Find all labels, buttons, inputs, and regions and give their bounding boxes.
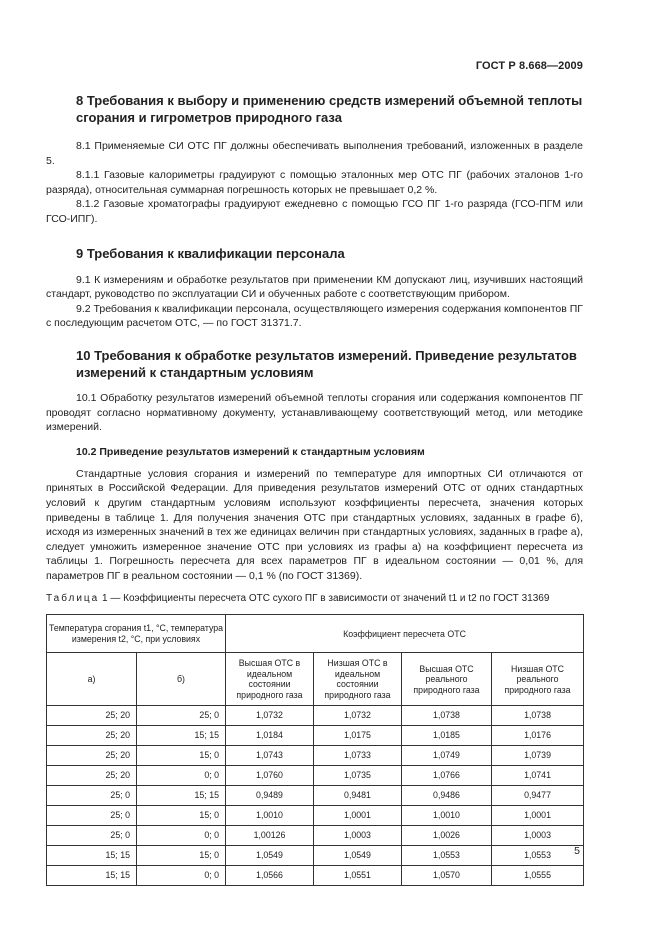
table-row bbox=[47, 706, 584, 726]
table-cell: 25; 20 bbox=[47, 726, 137, 746]
table-cell: 1,0739 bbox=[492, 746, 584, 766]
table-cell: 1,0735 bbox=[314, 766, 402, 786]
table-cell: 1,0738 bbox=[402, 706, 492, 726]
table-caption bbox=[46, 592, 583, 606]
table-cell: 1,0184 bbox=[226, 726, 314, 746]
table-cell: 1,0738 bbox=[492, 706, 584, 726]
table-cell: 1,0732 bbox=[226, 706, 314, 726]
table-row bbox=[47, 766, 584, 786]
table-cell: 25; 0 bbox=[47, 826, 137, 846]
table-cell: 1,0010 bbox=[402, 806, 492, 826]
paragraph-8-1-2: 8.1.2 Газовые хроматографы градуируют ежедневно с помощью ГСО ПГ 1-го разряда (ГСО-ПГМ или ГСО-ИПГ). bbox=[46, 198, 583, 225]
table-cell: 25; 20 bbox=[47, 746, 137, 766]
table-cell: 1,0743 bbox=[226, 746, 314, 766]
table-cell: 0,9486 bbox=[402, 786, 492, 806]
table-cell: 1,0001 bbox=[492, 806, 584, 826]
table-cell: 1,0553 bbox=[492, 846, 584, 866]
table-cell: 15; 15 bbox=[137, 726, 226, 746]
table-row bbox=[47, 786, 584, 806]
table-cell: 25; 20 bbox=[47, 706, 137, 726]
table-cell: 1,0551 bbox=[314, 866, 402, 886]
table-cell: 0; 0 bbox=[137, 866, 226, 886]
table-cell: 1,0733 bbox=[314, 746, 402, 766]
table-cell: 1,0760 bbox=[226, 766, 314, 786]
table-cell: 0,9481 bbox=[314, 786, 402, 806]
section-9-heading: 9 Требования к квалификации персонала bbox=[76, 245, 345, 261]
table-column-header: б) bbox=[137, 653, 226, 706]
table-column-header: Низшая ОТС реального природного газа bbox=[492, 653, 584, 706]
conversion-table bbox=[46, 614, 584, 886]
table-cell: 1,00126 bbox=[226, 826, 314, 846]
table-row bbox=[47, 746, 584, 766]
paragraph-8-1-1: 8.1.1 Газовые калориметры градуируют с помощью эталонных мер ОТС ПГ (рабочих эталонов 1-го разряда), относительная суммарная погрешность которых не превышает 0,2 %. bbox=[46, 169, 583, 196]
table-group-header-coefficient: Коэффициент пересчета ОТС bbox=[226, 615, 584, 653]
table-cell: 15; 0 bbox=[137, 846, 226, 866]
table-cell: 1,0570 bbox=[402, 866, 492, 886]
table-column-header: Высшая ОТС реального природного газа bbox=[402, 653, 492, 706]
table-cell: 1,0176 bbox=[492, 726, 584, 746]
table-cell: 0; 0 bbox=[137, 826, 226, 846]
table-cell: 1,0566 bbox=[226, 866, 314, 886]
table-cell: 1,0553 bbox=[402, 846, 492, 866]
table-cell: 1,0555 bbox=[492, 866, 584, 886]
table-group-header-conditions: Температура сгорания t1, °C, температура измерения t2, °C, при условиях bbox=[47, 615, 226, 653]
table-row bbox=[47, 846, 584, 866]
table-cell: 1,0175 bbox=[314, 726, 402, 746]
table-column-header: Низшая ОТС в идеальном состоянии природного газа bbox=[314, 653, 402, 706]
table-caption-label: Таблица bbox=[46, 593, 100, 605]
table-row bbox=[47, 806, 584, 826]
paragraph-9-1: 9.1 К измерениям и обработке результатов при применении КМ допускают лиц, изучивших настоящий стандарт, руководство по эксплуатации СИ и обученных работе с соответствующим прибором. bbox=[46, 273, 583, 301]
table-cell: 1,0549 bbox=[314, 846, 402, 866]
table-cell: 1,0185 bbox=[402, 726, 492, 746]
table-row bbox=[47, 826, 584, 846]
table-cell: 15; 15 bbox=[137, 786, 226, 806]
table-cell: 1,0003 bbox=[314, 826, 402, 846]
table-cell: 1,0732 bbox=[314, 706, 402, 726]
table-cell: 0,9489 bbox=[226, 786, 314, 806]
table-cell: 1,0026 bbox=[402, 826, 492, 846]
page-content bbox=[46, 92, 583, 886]
table-cell: 25; 20 bbox=[47, 766, 137, 786]
table-cell: 1,0001 bbox=[314, 806, 402, 826]
table-cell: 1,0741 bbox=[492, 766, 584, 786]
paragraph-10-1: 10.1 Обработку результатов измерений объемной теплоты сгорания или содержания компонентов ПГ проводят согласно нормативному документу, устанавливающему соответствующий метод, или методике измерений. bbox=[46, 391, 583, 434]
page-number: 5 bbox=[574, 845, 580, 857]
table-cell: 1,0766 bbox=[402, 766, 492, 786]
table-cell: 25; 0 bbox=[137, 706, 226, 726]
table-cell: 1,0010 bbox=[226, 806, 314, 826]
section-8-heading: 8 Требования к выбору и применению средств измерений объемной теплоты сгорания и гигрометров природного газа bbox=[76, 93, 583, 125]
table-cell: 25; 0 bbox=[47, 786, 137, 806]
paragraph-9-2: 9.2 Требования к квалификации персонала, осуществляющего измерения содержания компонентов ПГ с последующим расчетом ОТС, — по ГОСТ 31371.7. bbox=[46, 302, 583, 330]
document-id: ГОСТ Р 8.668—2009 bbox=[475, 60, 583, 72]
table-cell: 1,0749 bbox=[402, 746, 492, 766]
table-row bbox=[47, 866, 584, 886]
subsection-10-2-heading: 10.2 Приведение результатов измерений к стандартным условиям bbox=[76, 445, 425, 458]
table-cell: 0,9477 bbox=[492, 786, 584, 806]
table-caption-text: 1 — Коэффициенты пересчета ОТС сухого ПГ в зависимости от значений t1 и t2 по ГОСТ 31369 bbox=[102, 593, 550, 605]
table-cell: 15; 0 bbox=[137, 806, 226, 826]
table-column-header: Высшая ОТС в идеальном состоянии природного газа bbox=[226, 653, 314, 706]
section-10-heading: 10 Требования к обработке результатов измерений. Приведение результатов измерений к стандартным условиям bbox=[76, 347, 577, 380]
paragraph-10-2: Стандартные условия сгорания и измерений по температуре для импортных СИ отличаются от принятых в Российской Федерации. Для приведения результатов измерений ОТС от одних стандартных условий к другим стандартным условиям используют коэффициенты пересчета, значения которых приведены в таблице 1. Для получения значения ОТС при стандартных условиях, заданных в графе б), исходя из измеренных значений в тех же единицах величин при стандартных условиях, заданных в графе а), следует умножить измеренное значение ОТС при условиях из графы а) на коэффициент пересчета из таблицы 1. Погрешность пересчета для всех параметров ПГ в идеальном состоянии — 0,01 %, для параметров ПГ в реальном состоянии — 0,1 % (по ГОСТ 31369). bbox=[46, 467, 583, 582]
table-row bbox=[47, 726, 584, 746]
table-cell: 1,0003 bbox=[492, 826, 584, 846]
table-column-header: а) bbox=[47, 653, 137, 706]
table-cell: 1,0549 bbox=[226, 846, 314, 866]
table-cell: 0; 0 bbox=[137, 766, 226, 786]
table-cell: 15; 15 bbox=[47, 846, 137, 866]
paragraph-8-1: 8.1 Применяемые СИ ОТС ПГ должны обеспечивать выполнения требований, изложенных в разделе 5. bbox=[46, 140, 583, 167]
table-cell: 15; 15 bbox=[47, 866, 137, 886]
table-cell: 25; 0 bbox=[47, 806, 137, 826]
table-cell: 15; 0 bbox=[137, 746, 226, 766]
